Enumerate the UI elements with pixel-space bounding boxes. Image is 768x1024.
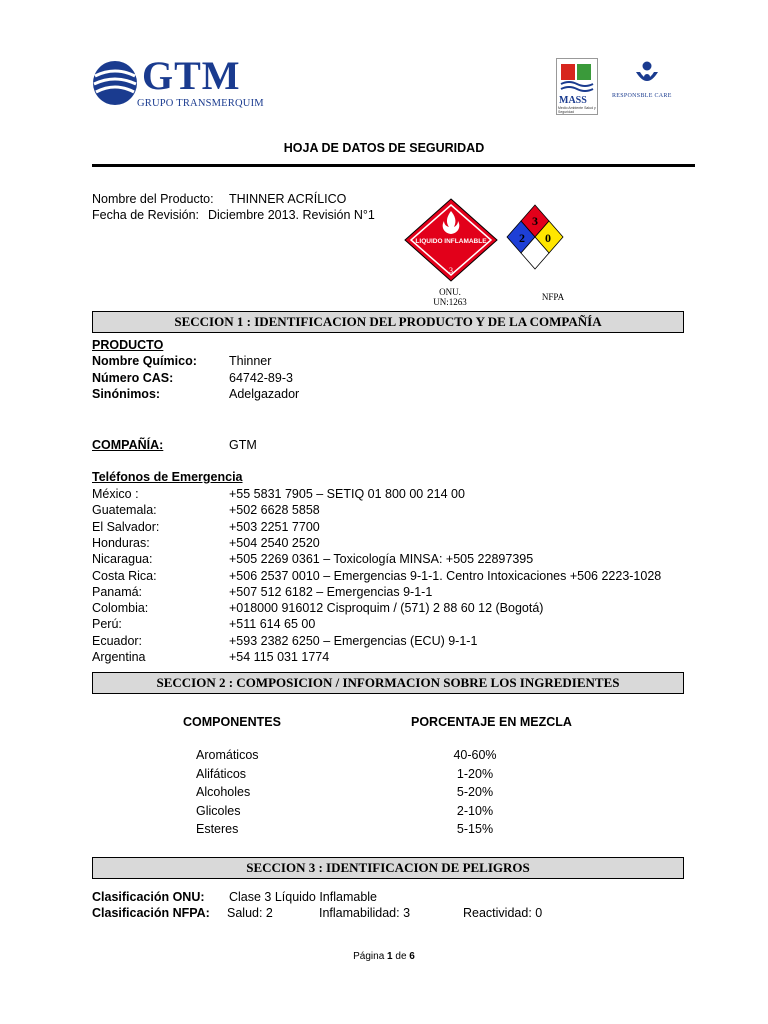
component-percent: 2-10% [456,803,494,818]
product-field-value: Adelgazador [229,387,300,401]
nfpa-health-value: Salud: 2 [227,906,273,920]
section3-header: SECCION 3 : IDENTIFICACION DE PELIGROS [92,857,684,879]
nfpa-reactivity: 0 [545,231,551,245]
onu-caption-line1: ONU. [439,287,461,297]
onu-caption [421,287,479,307]
responsible-care-label: RESPONSBLE CARE [612,93,672,99]
phone-number: +505 2269 0361 – Toxicología MINSA: +505 22897395 [229,552,534,567]
of-word: de [395,951,407,962]
phone-country: Colombia: [92,601,149,616]
page-current: 1 [387,951,393,962]
section1-header: SECCION 1 : IDENTIFICACION DEL PRODUCTO Y DE LA COMPAÑÍA [92,311,684,333]
phone-country: Ecuador: [92,633,143,648]
diamond-label: LIQUIDO INFLAMABLE [415,238,487,245]
nfpa-health: 2 [519,231,525,245]
phone-country: El Salvador: [92,519,160,534]
product-name-value: THINNER ACRÍLICO [229,192,347,206]
onu-caption-line2: UN:1263 [433,297,467,307]
phone-country: Perú: [92,617,122,632]
product-field-label: Nombre Químico: [92,354,197,368]
component-name: Aromáticos [196,748,259,762]
mass-label: MASS [559,95,587,106]
phone-number: +503 2251 7700 [229,519,320,534]
percent-column-header: PORCENTAJE EN MEZCLA [411,715,572,729]
onu-classification-label: Clasificación ONU: [92,890,205,904]
product-field-label: Sinónimos: [92,387,161,401]
document-title: HOJA DE DATOS DE SEGURIDAD [283,141,485,155]
responsible-care-icon [632,60,662,92]
revision-value: Diciembre 2013. Revisión N°1 [208,208,375,222]
gtm-logo-text: GTM [142,53,241,98]
phone-number: +593 2382 6250 – Emergencias (ECU) 9-1-1 [229,633,478,648]
flammable-liquid-diamond [403,197,499,283]
diamond-class: 3 [449,266,453,275]
phone-country: México : [92,487,139,501]
revision-label: Fecha de Revisión: [92,208,200,222]
mass-subtitle: Medio Ambiente Salud y Seguridad [558,106,596,114]
section2-header: SECCION 2 : COMPOSICION / INFORMACION SOBRE LOS INGREDIENTES [92,672,684,694]
phone-country: Panamá: [92,584,143,599]
component-percent: 1-20% [456,766,494,781]
mass-logo [556,58,598,115]
page-word: Página [353,951,385,962]
page-total: 6 [409,951,415,962]
phone-country: Guatemala: [92,503,157,518]
component-name: Glicoles [196,803,241,818]
header-rule [92,164,695,167]
components-column-header: COMPONENTES [183,715,281,729]
nfpa-diamond [506,203,564,283]
phone-number: +504 2540 2520 [229,535,320,550]
phone-country: Honduras: [92,535,150,550]
phone-number: +507 512 6182 – Emergencias 9-1-1 [229,584,433,599]
nfpa-flammability-value: Inflamabilidad: 3 [319,906,411,920]
nfpa-flammability: 3 [532,214,538,228]
phone-number: +502 6628 5858 [229,503,320,518]
phone-number: +506 2537 0010 – Emergencias 9-1-1. Centro Intoxicaciones +506 2223-1028 [229,568,662,583]
company-value: GTM [229,438,257,452]
component-percent: 5-15% [456,822,494,836]
nfpa-classification-label: Clasificación NFPA: [92,906,210,920]
component-percent: 40-60% [453,748,497,762]
product-heading: PRODUCTO [92,338,164,352]
product-name-row [92,191,214,207]
onu-classification-value: Clase 3 Líquido Inflamable [229,890,378,904]
phone-country: Costa Rica: [92,568,157,583]
phone-number: +55 5831 7905 – SETIQ 01 800 00 214 00 [229,487,465,501]
emergency-phones-heading: Teléfonos de Emergencia [92,470,243,484]
phone-country: Argentina [92,650,146,664]
phone-number: +54 115 031 1774 [229,650,330,664]
product-field-label: Número CAS: [92,370,174,385]
page-footer [0,951,768,962]
phone-number: +018000 916012 Cisproquim / (571) 2 88 60 12 (Bogotá) [229,601,544,616]
nfpa-caption: NFPA [541,292,565,302]
phone-country: Nicaragua: [92,552,153,567]
component-name: Alcoholes [196,785,251,799]
component-name: Alifáticos [196,766,247,781]
gtm-globe-logo [90,58,140,108]
phone-number: +511 614 65 00 [229,617,316,632]
company-label: COMPAÑÍA: [92,438,164,452]
gtm-logo-subtitle: GRUPO TRANSMERQUIM [137,98,264,109]
component-name: Esteres [196,822,239,836]
product-field-value: 64742-89-3 [229,370,293,385]
product-name-label: Nombre del Producto: [92,192,214,206]
component-percent: 5-20% [456,785,494,799]
product-field-value: Thinner [229,354,272,368]
nfpa-reactivity-value: Reactividad: 0 [463,906,543,920]
